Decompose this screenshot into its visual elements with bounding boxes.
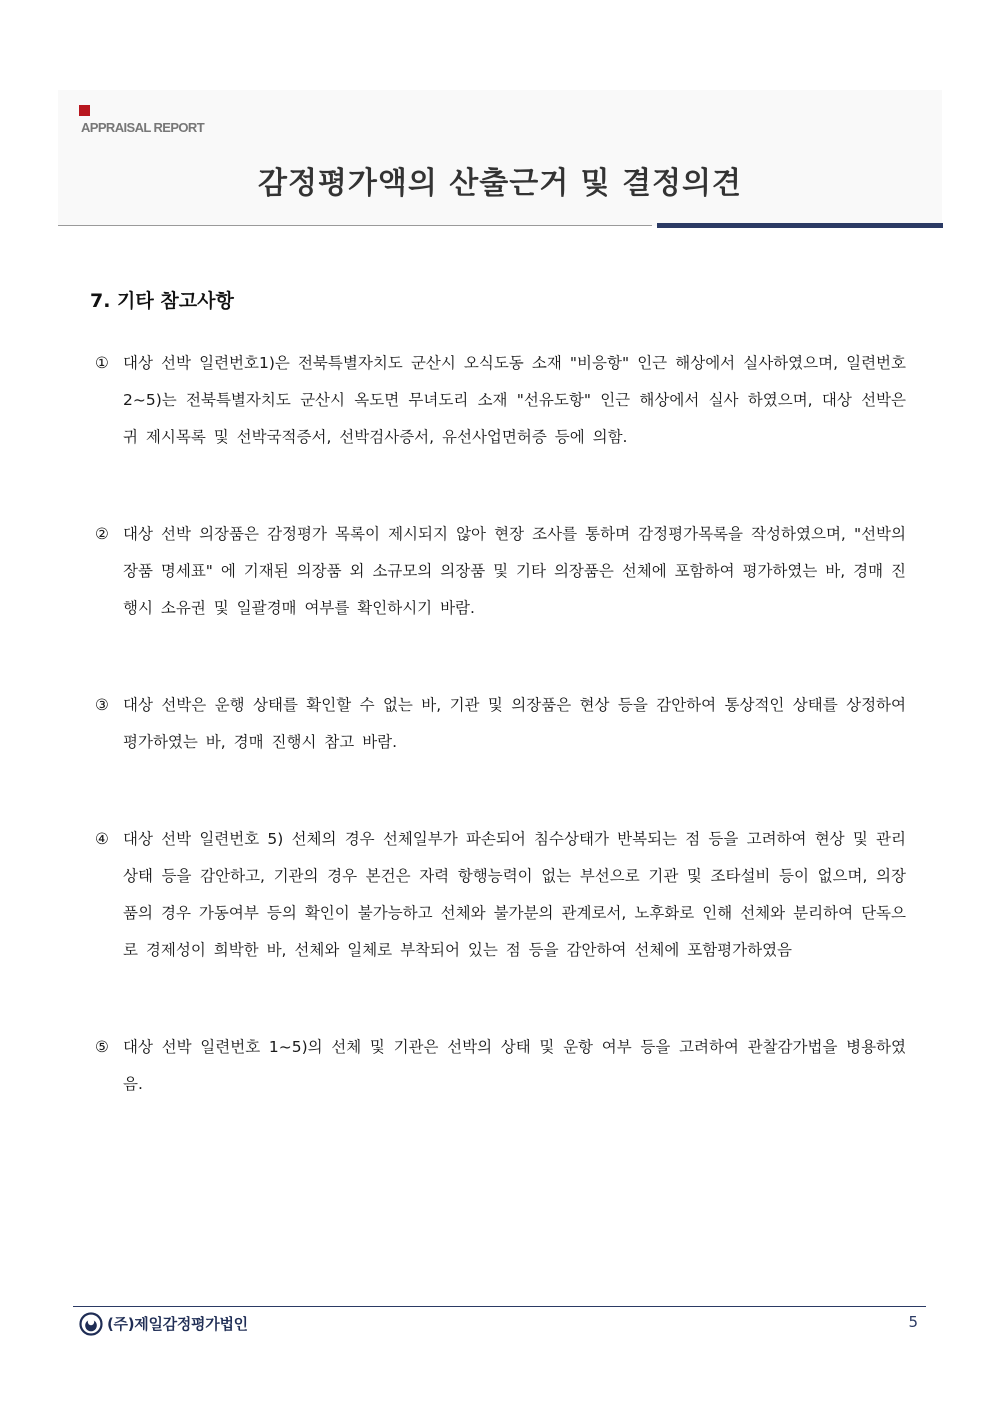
section-heading: 7. 기타 참고사항 — [90, 290, 234, 312]
item-marker: ⑤ — [95, 1038, 109, 1056]
item-marker: ② — [95, 525, 109, 543]
item-marker: ① — [95, 354, 109, 372]
reference-item-3 — [95, 687, 906, 761]
reference-item-5 — [95, 1029, 906, 1103]
item-text: 대상 선박 일련번호 1~5)의 선체 및 기관은 선박의 상태 및 운항 여부 등을 고려하여 관찰감가법을 병용하였음. — [123, 1038, 906, 1093]
footer-rule — [73, 1306, 926, 1307]
reference-item-4 — [95, 821, 906, 969]
title-rule-thin — [58, 225, 652, 226]
title-rule-thick — [657, 223, 943, 228]
item-text: 대상 선박 일련번호1)은 전북특별자치도 군산시 오식도동 소재 "비응항" 인근 해상에서 실사하였으며, 일련번호2~5)는 전북특별자치도 군산시 옥도면 무녀도리 소재 "선유도항" 인근 해상에서 실사 하였으며, 대상 선박은 귀 제시목록 및 선박국적증서, 선박검사증서, 유선사업면허증 등에 의함. — [123, 354, 906, 446]
item-text: 대상 선박 의장품은 감정평가 목록이 제시되지 않아 현장 조사를 통하며 감정평가목록을 작성하였으며, "선박의장품 명세표" 에 기재된 의장품 외 소규모의 의장품 및 기타 의장품은 선체에 포함하여 평가하였는 바, 경매 진행시 소유권 및 일괄경매 여부를 확인하시기 바람. — [123, 525, 906, 617]
page-title: 감정평가액의 산출근거 및 결정의견 — [257, 166, 743, 201]
report-label: APPRAISAL REPORT — [81, 120, 205, 135]
item-marker: ④ — [95, 830, 109, 848]
page-number: 5 — [908, 1313, 918, 1331]
item-text: 대상 선박은 운행 상태를 확인할 수 없는 바, 기관 및 의장품은 현상 등을 감안하여 통상적인 상태를 상정하여 평가하였는 바, 경매 진행시 참고 바람. — [123, 696, 906, 751]
item-text: 대상 선박 일련번호 5) 선체의 경우 선체일부가 파손되어 침수상태가 반복되는 점 등을 고려하여 현상 및 관리상태 등을 감안하고, 기관의 경우 본건은 자력 항행능력이 없는 부선으로 기관 및 조타설비 등이 없으며, 의장품의 경우 가동여부 등의 확인이 불가능하고 선체와 불가분의 관계로서, 노후화로 인해 선체와 분리하여 단독으로 경제성이 희박한 바, 선체와 일체로 부착되어 있는 점 등을 감안하여 선체에 포함평가하였음 — [123, 830, 906, 959]
company-logo-icon — [79, 1312, 103, 1336]
item-marker: ③ — [95, 696, 109, 714]
reference-item-2 — [95, 516, 906, 627]
report-marker-square — [79, 105, 90, 116]
reference-items-list — [95, 345, 906, 1103]
footer-company-name: (주)제일감정평가법인 — [107, 1315, 248, 1333]
reference-item-1 — [95, 345, 906, 456]
